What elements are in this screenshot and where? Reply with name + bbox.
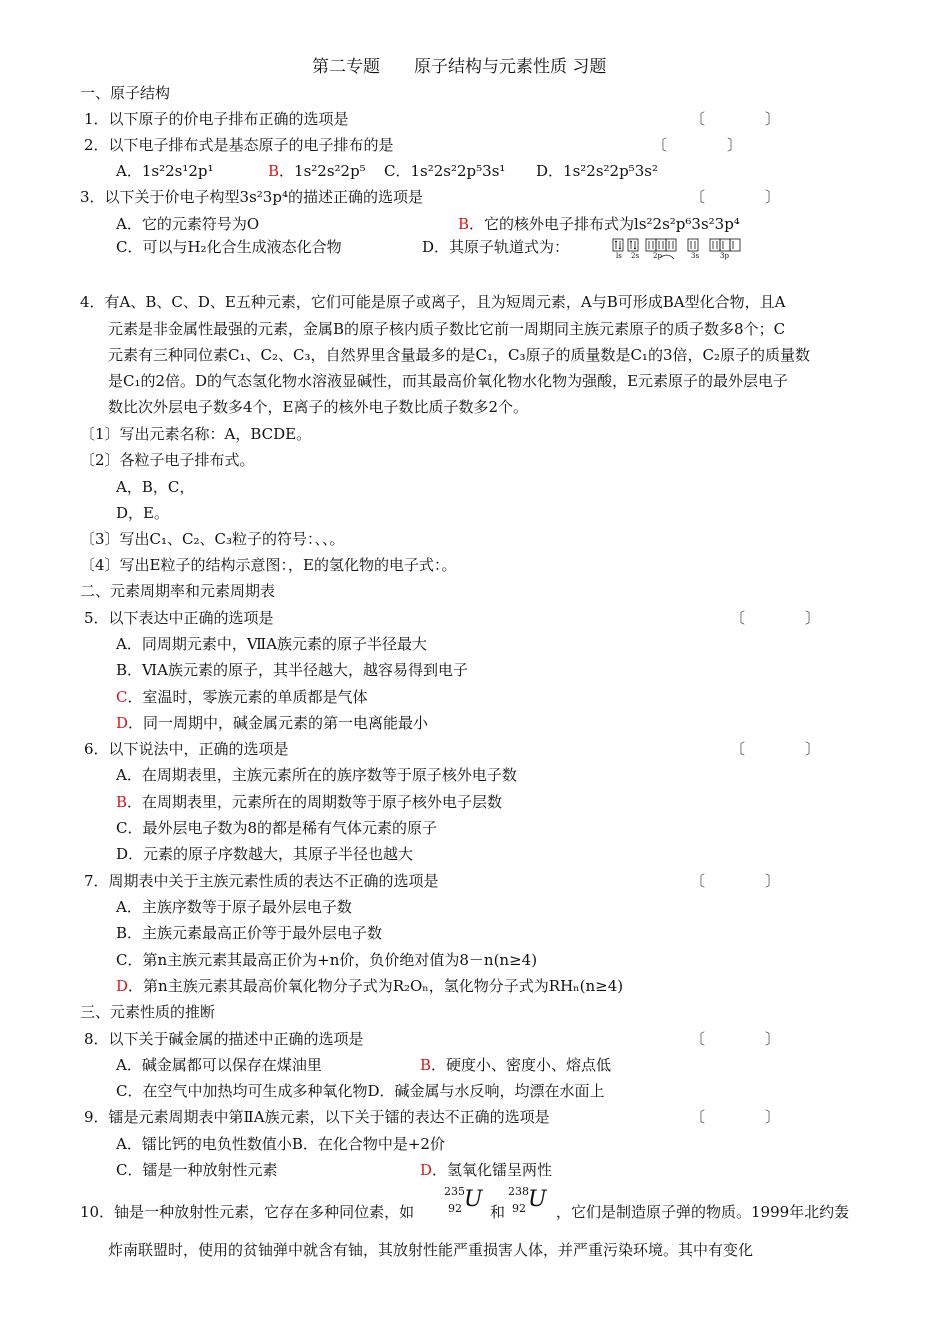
q4-subq-1: 〔1〕写出元素名称：A，BCDE。 xyxy=(80,425,312,443)
orbital-label-2p: 2p xyxy=(653,252,662,260)
q5-option-c xyxy=(116,690,368,705)
page-title: 第二专题 原子结构与元素性质 习题 xyxy=(312,57,607,77)
q10-line-2: 炸南联盟时，使用的贫铀弹中就含有铀，其放射性能严重损害人体，并严重污染环境。其中有变化 xyxy=(108,1241,754,1259)
nuclide-u235-number: 92 xyxy=(448,1202,462,1215)
q8-option-a: A．碱金属都可以保存在煤油里 xyxy=(116,1056,322,1074)
nuclide-u235-mass: 235 xyxy=(444,1185,465,1198)
q5-stem: 5．以下表达中正确的选项是 xyxy=(84,609,274,627)
q2-option-b-text: ．1s²2s²2p⁵ xyxy=(279,162,366,180)
q7-stem: 7．周期表中关于主族元素性质的表达不正确的选项是 xyxy=(84,872,439,890)
q4-subq-4: 〔4〕写出E粒子的结构示意图：，E的氢化物的电子式：。 xyxy=(80,556,457,574)
q7-option-b: B．主族元素最高正价等于最外层电子数 xyxy=(116,924,383,942)
nuclide-u238-number: 92 xyxy=(512,1202,526,1215)
q4-line-2: 元素是非金属性最强的元素，金属B的原子核内质子数比它前一周期同主族元素原子的质子数多8个；C xyxy=(108,320,786,338)
q4-subq-3: 〔3〕写出C₁、C₂、C₃粒子的符号：、、。 xyxy=(80,530,345,548)
q1-answer-paren: 〔 〕 xyxy=(690,110,781,128)
section-heading-2: 二、元素周期率和元素周期表 xyxy=(80,582,276,600)
q3-option-c: C．可以与H₂化合生成液态化合物 xyxy=(116,238,342,256)
q5-option-d-text: ．同一周期中，碱金属元素的第一电离能最小 xyxy=(128,714,429,732)
orbital-label-2s: 2s xyxy=(631,252,640,260)
q2-option-a: A．1s²2s¹2p¹ xyxy=(116,162,214,180)
q1-stem: 1．以下原子的价电子排布正确的选项是 xyxy=(84,110,349,128)
q3-answer-paren: 〔 〕 xyxy=(690,188,781,206)
q3-option-b-text: ．它的核外电子排布式为ls²2s²p⁶3s²3p⁴ xyxy=(469,215,740,233)
q7-option-a: A．主族序数等于原子最外层电子数 xyxy=(116,898,352,916)
q7-option-d-label: D xyxy=(116,977,129,995)
q2-option-b-label: B xyxy=(268,162,280,180)
q10-line-1-post: ，它们是制造原子弹的物质。1999年北约轰 xyxy=(556,1203,850,1221)
orbital-label-3p: 3p xyxy=(720,252,729,260)
orbital-box-3s xyxy=(688,239,698,251)
q10-line-1-pre: 10．铀是一种放射性元素，它存在多种同位素，如 xyxy=(80,1203,415,1221)
q4-subq-2-line-a: A，B，C， xyxy=(116,478,195,496)
q9-option-ab: A．镭比钙的电负性数值小B．在化合物中是+2价 xyxy=(116,1135,445,1153)
orbital-diagram-graphic xyxy=(612,238,754,264)
q5-option-c-text: ．室温时，零族元素的单质都是气体 xyxy=(127,688,368,706)
q6-answer-paren: 〔 〕 xyxy=(730,740,821,758)
q2-stem: 2．以下电子排布式是基态原子的电子排布的是 xyxy=(84,136,394,154)
q4-subq-2: 〔2〕各粒子电子排布式。 xyxy=(80,451,255,469)
q2-option-b xyxy=(268,164,366,179)
q4-line-4: 是C₁的2倍。D的气态氢化物水溶液显碱性，而其最高价氧化物水化物为强酸，E元素原子的最外层电子 xyxy=(108,372,789,390)
q6-stem: 6．以下说法中，正确的选项是 xyxy=(84,740,289,758)
q2-option-c: C．1s²2s²2p⁵3s¹ xyxy=(384,162,506,180)
q8-option-cd: C．在空气中加热均可生成多种氧化物D．碱金属与水反响，均漂在水面上 xyxy=(116,1082,605,1100)
q2-answer-paren: 〔 〕 xyxy=(652,136,743,154)
section-heading-1: 一、原子结构 xyxy=(80,84,171,102)
orbital-box-3p-1 xyxy=(710,239,720,251)
q8-answer-paren: 〔 〕 xyxy=(690,1030,781,1048)
orbital-box-2s xyxy=(628,239,638,251)
q9-option-c: C．镭是一种放射性元素 xyxy=(116,1161,278,1179)
q6-option-d: D．元素的原子序数越大，其原子半径也越大 xyxy=(116,845,414,863)
q7-option-d xyxy=(116,979,623,994)
q6-option-a: A．在周期表里，主族元素所在的族序数等于原子核外电子数 xyxy=(116,766,517,784)
orbital-diagram xyxy=(612,238,754,267)
orbital-box-1s xyxy=(613,239,623,251)
nuclide-u238-symbol: U xyxy=(528,1187,547,1212)
q9-option-d-label: D xyxy=(420,1161,433,1179)
electron-arrows xyxy=(615,241,733,249)
q7-option-d-text: ．第n主族元素其最高价氧化物分子式为R₂Oₙ，氢化物分子式为RHₙ(n≥4) xyxy=(128,977,624,995)
q9-stem: 9．镭是元素周期表中第ⅡA族元素，以下关于镭的表达不正确的选项是 xyxy=(84,1108,550,1126)
nuclide-u238 xyxy=(508,1186,548,1220)
q7-option-c: C．第n主族元素其最高正价为+n价，负价绝对值为8－n(n≥4) xyxy=(116,951,538,969)
q10-and: 和 xyxy=(490,1203,506,1221)
orbital-box-3p-2 xyxy=(720,239,730,251)
nuclide-u238-mass: 238 xyxy=(508,1185,529,1198)
q8-stem: 8．以下关于碱金属的描述中正确的选项是 xyxy=(84,1030,364,1048)
q8-option-b-label: B xyxy=(420,1056,432,1074)
q6-option-c: C．最外层电子数为8的都是稀有气体元素的原子 xyxy=(116,819,438,837)
q5-option-b: B．ⅥA族元素的原子，其半径越大，越容易得到电子 xyxy=(116,661,468,679)
q3-option-d: D．其原子轨道式为： xyxy=(422,238,570,256)
nuclide-u235-symbol: U xyxy=(464,1187,483,1212)
q8-option-b xyxy=(420,1058,611,1073)
orbital-curve-mark xyxy=(660,255,674,259)
q5-option-d xyxy=(116,716,428,731)
nuclide-u235 xyxy=(444,1186,484,1220)
q7-answer-paren: 〔 〕 xyxy=(690,872,781,890)
q9-option-d-text: ．氢氧化镭呈两性 xyxy=(432,1161,553,1179)
q5-option-d-label: D xyxy=(116,714,129,732)
q3-option-b-label: B xyxy=(458,215,470,233)
orbital-box-3p-3 xyxy=(730,239,740,251)
orbital-label-1s: ls xyxy=(616,252,622,260)
orbital-box-2p-1 xyxy=(646,239,656,251)
q4-line-5: 数比次外层电子数多4个，E离子的核外电子数比质子数多2个。 xyxy=(108,398,529,416)
section-heading-3: 三、元素性质的推断 xyxy=(80,1003,216,1021)
q9-option-d xyxy=(420,1163,552,1178)
orbital-box-2p-2 xyxy=(656,239,666,251)
q6-option-b xyxy=(116,795,502,810)
q3-stem: 3．以下关于价电子构型3s²3p⁴的描述正确的选项是 xyxy=(80,188,423,206)
q3-option-a: A．它的元素符号为O xyxy=(116,215,260,233)
q5-option-c-label: C xyxy=(116,688,128,706)
q5-option-a: A．同周期元素中，ⅦA族元素的原子半径最大 xyxy=(116,635,428,653)
q5-answer-paren: 〔 〕 xyxy=(730,609,821,627)
q6-option-b-label: B xyxy=(116,793,128,811)
orbital-label-3s: 3s xyxy=(691,252,700,260)
q9-answer-paren: 〔 〕 xyxy=(690,1108,781,1126)
q4-subq-2-line-b: D，E。 xyxy=(116,504,169,522)
orbital-box-2p-3 xyxy=(666,239,676,251)
q6-option-b-text: ．在周期表里，元素所在的周期数等于原子核外电子层数 xyxy=(127,793,503,811)
q4-line-3: 元素有三种同位素C₁、C₂、C₃，自然界里含量最多的是C₁，C₃原子的质量数是C₁的3倍，C₂原子的质量数 xyxy=(108,346,810,364)
q4-line-1: 4．有A、B、C、D、E五种元素，它们可能是原子或离子，且为短周元素，A与B可形成BA型化合物，且A xyxy=(80,293,786,311)
q8-option-b-text: ．硬度小、密度小、熔点低 xyxy=(431,1056,612,1074)
q2-option-d: D．1s²2s²2p⁵3s² xyxy=(536,162,658,180)
q3-option-b xyxy=(458,217,740,232)
